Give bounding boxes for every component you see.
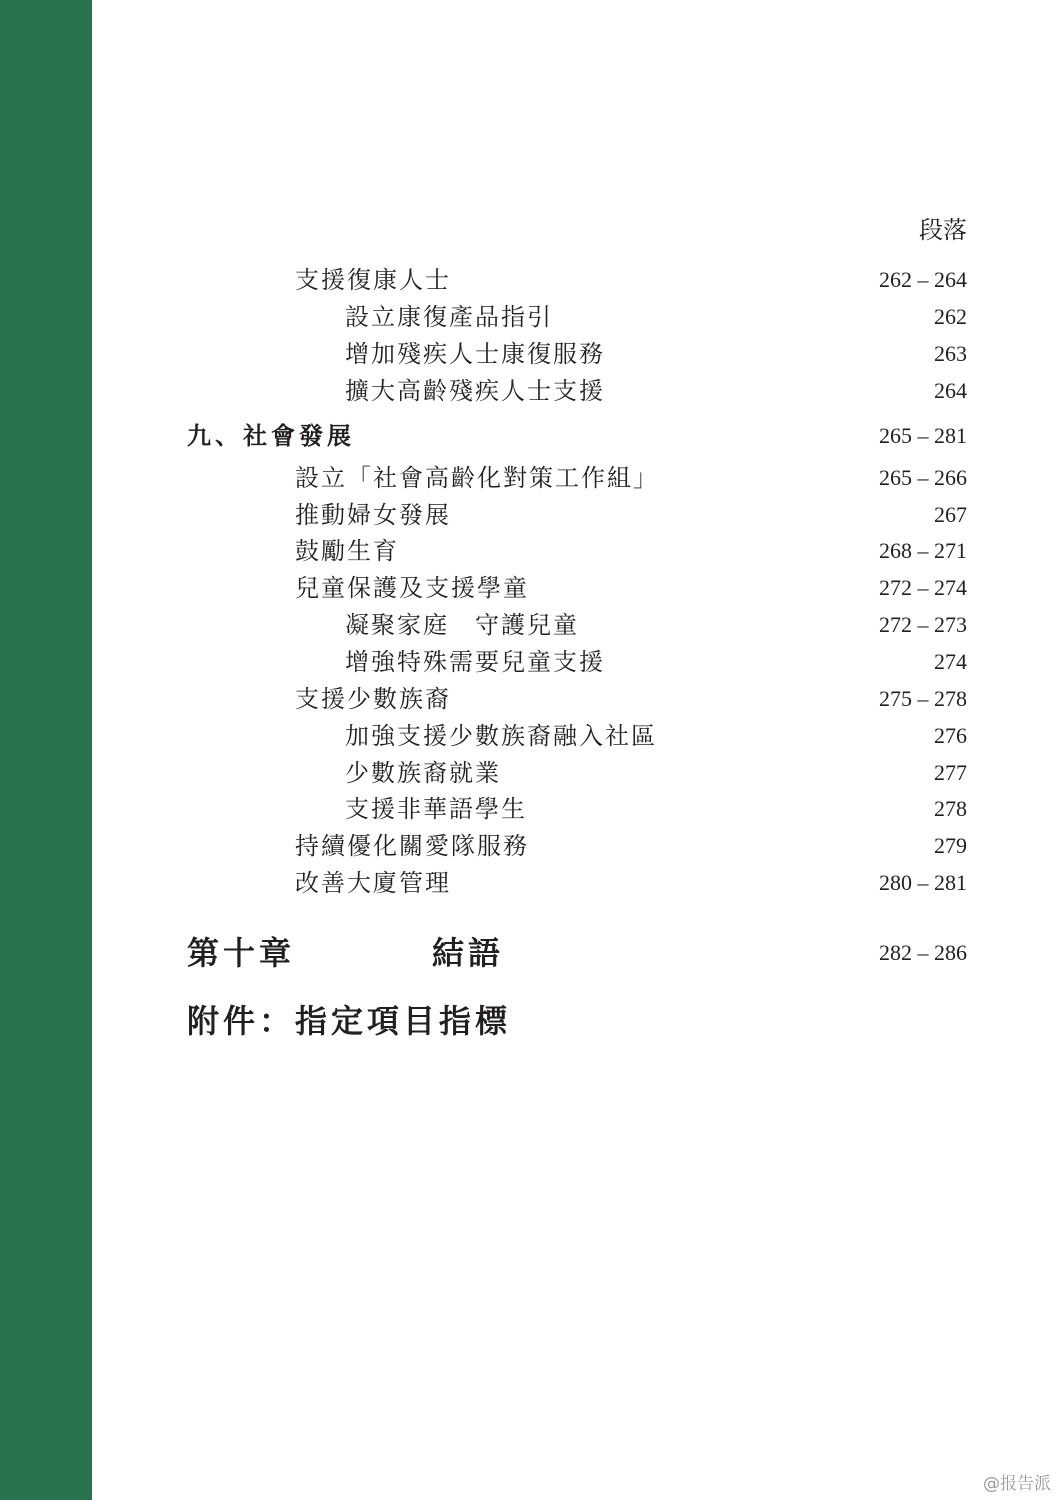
toc-entry-pages: 264 xyxy=(934,378,967,403)
toc-entry-label: 支援少數族裔 xyxy=(295,685,451,713)
toc-entry-pages: 280 – 281 xyxy=(879,870,967,895)
toc-entry[interactable] xyxy=(0,460,1061,496)
toc-entry-pages: 278 xyxy=(934,796,967,821)
toc-entry[interactable] xyxy=(0,791,1061,827)
toc-entry-label: 增加殘疾人士康復服務 xyxy=(345,340,605,368)
toc-entry-label: 鼓勵生育 xyxy=(295,537,399,565)
toc-entry-label: 支援復康人士 xyxy=(295,266,451,294)
toc-section[interactable] xyxy=(0,418,1061,454)
toc-entry-pages: 272 – 273 xyxy=(879,612,967,637)
toc-entry-label: 設立康復產品指引 xyxy=(345,303,553,331)
toc-entry[interactable] xyxy=(0,755,1061,791)
annex-heading[interactable]: 附件：指定項目指標 xyxy=(187,1002,512,1040)
toc-entry-label: 支援非華語學生 xyxy=(345,795,527,823)
toc-section-pages: 265 – 281 xyxy=(879,423,967,448)
toc-entry-label: 設立「社會高齡化對策工作組」 xyxy=(295,464,659,492)
toc-entry[interactable] xyxy=(0,533,1061,569)
toc-entry[interactable] xyxy=(0,570,1061,606)
toc-entry-label: 增強特殊需要兒童支援 xyxy=(345,648,605,676)
toc-entry-pages: 265 – 266 xyxy=(879,465,967,490)
toc-entry-pages: 275 – 278 xyxy=(879,686,967,711)
toc-entry[interactable] xyxy=(0,497,1061,533)
toc-entry[interactable] xyxy=(0,828,1061,864)
toc-entry-label: 持續優化關愛隊服務 xyxy=(295,832,529,860)
toc-entry-pages: 279 xyxy=(934,833,967,858)
toc-entry-pages: 262 – 264 xyxy=(879,267,967,292)
toc-entry-pages: 268 – 271 xyxy=(879,538,967,563)
toc-entry[interactable] xyxy=(0,865,1061,901)
toc-entry[interactable] xyxy=(0,644,1061,680)
toc-entry-label: 少數族裔就業 xyxy=(345,759,501,787)
toc-entry-pages: 277 xyxy=(934,760,967,785)
toc-entry-label: 加強支援少數族裔融入社區 xyxy=(345,722,657,750)
toc-entry-label: 擴大高齡殘疾人士支援 xyxy=(345,377,605,405)
toc-entry[interactable] xyxy=(0,681,1061,717)
toc-entry-label: 兒童保護及支援學童 xyxy=(295,574,529,602)
toc-entry[interactable] xyxy=(0,299,1061,335)
toc-entry-pages: 262 xyxy=(934,304,967,329)
toc-entry[interactable] xyxy=(0,336,1061,372)
toc-section-label: 九、社會發展 xyxy=(187,421,355,450)
column-header: 段落 xyxy=(919,216,967,244)
toc-entry[interactable] xyxy=(0,718,1061,754)
toc-entry-pages: 263 xyxy=(934,341,967,366)
chapter-pages: 282 – 286 xyxy=(879,940,967,965)
toc-entry-pages: 272 – 274 xyxy=(879,575,967,600)
toc-entry-label: 改善大廈管理 xyxy=(295,869,451,897)
chapter-number: 第十章 xyxy=(187,934,296,972)
watermark: @报告派 xyxy=(983,1474,1051,1494)
chapter-title: 結語 xyxy=(432,934,505,972)
toc-chapter[interactable] xyxy=(0,929,1061,977)
toc-entry-pages: 276 xyxy=(934,723,967,748)
toc-entry[interactable] xyxy=(0,373,1061,409)
toc-entry-pages: 267 xyxy=(934,502,967,527)
toc-entry[interactable] xyxy=(0,262,1061,298)
toc-entry-label: 推動婦女發展 xyxy=(295,501,451,529)
toc-entry[interactable] xyxy=(0,607,1061,643)
toc-entry-pages: 274 xyxy=(934,649,967,674)
toc-entry-label: 凝聚家庭 守護兒童 xyxy=(345,611,579,639)
